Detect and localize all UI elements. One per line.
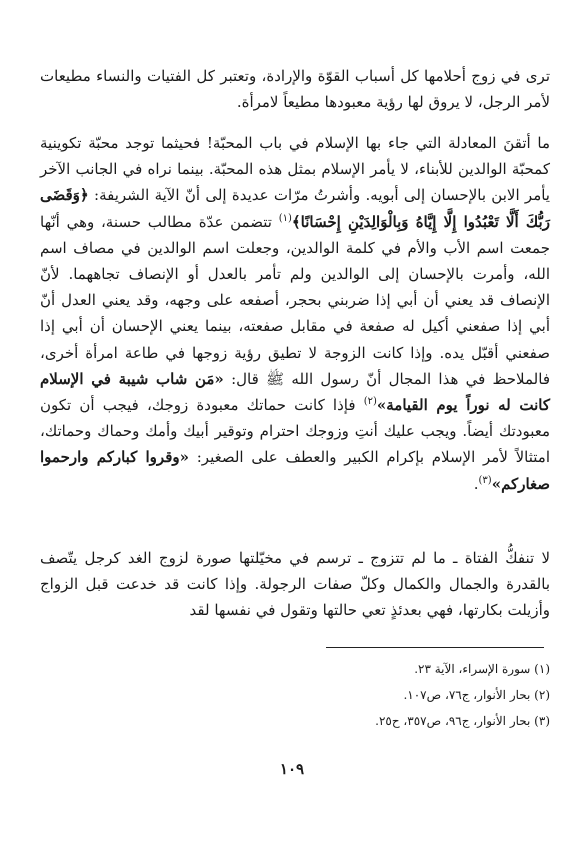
paragraph-text — [40, 130, 550, 497]
paragraph-1 — [40, 63, 550, 115]
footnote-ref: (١) — [278, 212, 292, 224]
text-run: لا تنفكُّ الفتاة ـ ما لم تتزوج ـ ترسم في مخيّلتها صورة لزوج الغد كرجل يتّصف بالقدرة والجمال والكمال وكلّ صفات الرجولة. وإذا كانت قد خدعت قبل الزواج وأزيلت بكارتها، فهي بعدئذٍ تعي حالتها وتقول في نفسها لقد — [40, 549, 550, 620]
b-text: «مَن شاب شيبة في الإسلام كانت له نوراً يوم القيامة» — [40, 369, 550, 415]
paragraph-text — [40, 63, 550, 115]
b-text: «وقروا كباركم وارحموا صغاركم» — [40, 448, 550, 493]
page-number: ١٠٩ — [279, 760, 305, 778]
text-run: ما أتقنَ المعادلة التي جاء بها الإسلام في باب المحبّة! فحيثما توجد محبّة تكوينية كمحبّة الوالدين للأبناء، لا يأمر الإسلام بمثل هذه المحبّة. بينما نراه في الجانب الآخر يأمر الابن بالإحسان إلى أبويه. وأشرتُ مرّات عديدة إلى أنّ الآية الشريفة: — [40, 134, 550, 205]
footnote-2: (٢) بحار الأنوار، ج٧٦، ص١٠٧. — [403, 688, 550, 702]
text-run: . — [473, 474, 479, 493]
text-run: تتضمن عدّة مطالب حسنة، وهي أنّها جمعت اسم الأب والأم في كلمة الوالدين، وجعلت اسم الوالدين في مصاف اسم الله، وأمرت بالإحسان إلى الوالدين ولم تأمر بالعدل أو الإنصاف تجاههما. لأنّ الإنصاف قد يعني أن أبي إذا ضربني بحجر، أصفعه على وجهه، وقد يعني العدل أنّ أبي إذا صفعني أكيل له صفعة في مقابل صفعته، بينما يعني الإحسان أن أبي إذا صفعني أقبّل يده. وإذا كانت الزوجة لا تطيق رؤية زوجها في طاعة امرأة أخرى، فالملاحظ في هذا المجال أنّ رسول الله ﷺ قال: — [40, 212, 550, 388]
text-run: ترى في زوج أحلامها كل أسباب القوّة والإرادة، وتعتبر كل الفتيات والنساء مطيعات لأمر الرجل، لا يروق لها رؤية معبودها مطيعاً لامرأة. — [40, 67, 550, 112]
footnote-ref: (٣) — [478, 474, 492, 486]
footnote-ref: (٢) — [363, 396, 377, 408]
paragraph-text — [40, 545, 550, 624]
footnotes — [40, 656, 550, 734]
paragraph-3 — [40, 545, 550, 624]
text-run: فإذا كانت حماتك معبودة زوجك، فيجب أن تكون معبودتك أيضاً. ويجب عليك أنتِ وزوجك احترام وتوقير أبيك وأمك وحماك وحماتك، امتثالاً لأمر الإسلام بإكرام الكبير والعطف على الصغير: — [40, 396, 550, 467]
quran-text: ﴿وَقَضَى رَبُّكَ أَلَّا تَعْبُدُوا إِلَّا إِيَّاهُ وَبِالْوَالِدَيْنِ إِحْسَانًا﴾ — [40, 186, 550, 231]
paragraph-2 — [40, 130, 550, 497]
footnote-1: (١) سورة الإسراء، الآية ٢٣. — [414, 662, 550, 676]
footnote-3: (٣) بحار الأنوار، ج٩٦، ص٣٥٧، ح٢٥. — [375, 714, 550, 728]
footnote-separator — [326, 647, 544, 648]
